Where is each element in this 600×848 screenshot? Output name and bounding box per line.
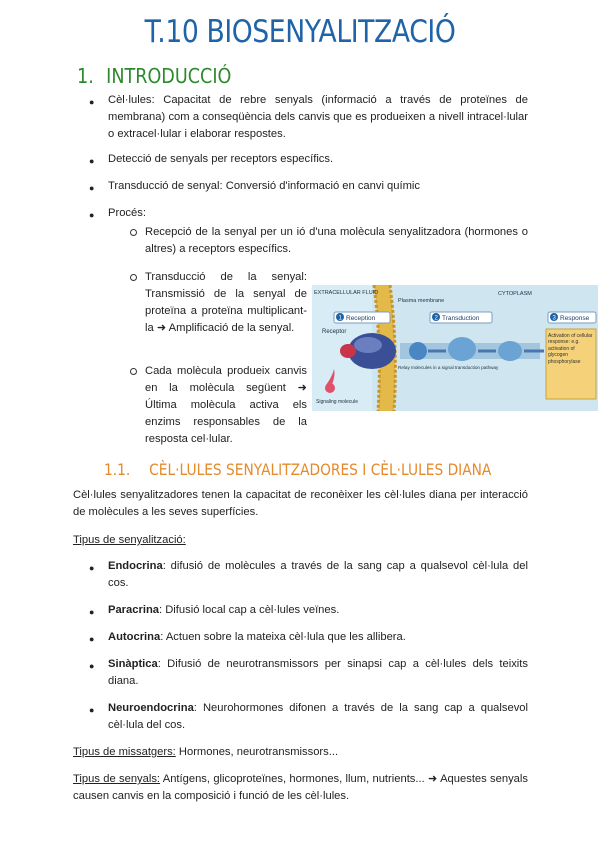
tipus-name: Endocrina xyxy=(108,560,163,572)
step-label-transduction: Transduction xyxy=(442,315,480,322)
bullet-dot: ● xyxy=(89,97,95,107)
label-extracellular: EXTRACELLULAR FLUID xyxy=(314,290,379,296)
label-relay-molecules: Relay molecules in a signal transduction pathway xyxy=(398,365,499,370)
paragraph-missatgers xyxy=(73,744,528,761)
proces-step-recepcio: Recepció de la senyal per un ió d'una molècula senyalitzadora (hormones o altres) a receptors específics. xyxy=(145,226,528,255)
missatgers-label: Tipus de missatgers: xyxy=(73,746,176,758)
bullet-dot: ● xyxy=(89,210,95,220)
figure-svg xyxy=(312,285,598,411)
senyals-label: Tipus de senyals: xyxy=(73,773,161,785)
step-number-3: 3 xyxy=(552,315,556,322)
step-number-2: 2 xyxy=(434,315,438,322)
sub-bullet-circle xyxy=(130,368,137,375)
bullet-dot: ● xyxy=(89,183,95,193)
tipus-name: Neuroendocrina xyxy=(108,702,194,714)
label-activation-box xyxy=(548,333,595,397)
bullet-dot: ● xyxy=(89,156,95,166)
section-number: 1.1. xyxy=(104,460,131,479)
tipus-text: : Difusió de neurotransmissors per sinapsi cap a cèl·lules dels teixits diana. xyxy=(108,658,528,687)
tipus-name: Paracrina xyxy=(108,604,159,616)
bullet-dot: ● xyxy=(89,563,95,573)
tipus-text: : Actuen sobre la mateixa cèl·lula que les allibera. xyxy=(160,631,406,643)
bullet-dot: ● xyxy=(89,607,95,617)
senyals-text: Antígens, glicoproteïnes, hormones, llum, nutrients... ➜ Aquestes senyals causen canvis en la composició i funció de les cèl·lules. xyxy=(73,773,528,802)
bullet-dot: ● xyxy=(89,705,95,715)
step-label-response: Response xyxy=(560,315,590,322)
proces-step-resposta: Cada molècula produeix canvis en la molècula següent ➜ Última molècula activa els enzims responsables de la resposta cel·lular. xyxy=(145,365,307,445)
proces-step-transduccio: Transducció de la senyal: Transmissió de la senyal de proteïna a proteïna multiplicant-la ➜ Amplificació de la senyal. xyxy=(145,271,307,334)
section-number: 1. xyxy=(77,64,94,88)
tipus-neuroendocrina xyxy=(108,700,528,734)
paragraph-deteccio: Detecció de senyals per receptors específics. xyxy=(108,153,334,165)
sub-bullet-circle xyxy=(130,229,137,236)
bullet-dot: ● xyxy=(89,634,95,644)
step-number-1: 1 xyxy=(338,315,342,322)
tipus-autocrina xyxy=(108,629,528,646)
tipus-paracrina xyxy=(108,602,528,619)
bullet-dot: ● xyxy=(89,661,95,671)
section-title: CÈL·LULES SENYALITZADORES I CÈL·LULES DIANA xyxy=(149,460,492,479)
signal-transduction-figure xyxy=(312,285,598,411)
label-plasma-membrane: Plasma membrane xyxy=(398,298,445,304)
paragraph-intro-cellules: Cèl·lules senyalitzadores tenen la capacitat de reconèixer les cèl·lules diana per interacció de molècules a les seves superfícies. xyxy=(73,489,528,518)
tipus-sinaptica xyxy=(108,656,528,690)
sub-bullet-circle xyxy=(130,274,137,281)
tipus-endocrina xyxy=(108,558,528,592)
section-heading-introduccio xyxy=(77,64,231,88)
page-title: T.10 BIOSENYALITZACIÓ xyxy=(144,14,456,50)
tipus-text: : Neurohormones difonen a través de la sang cap a qualsevol cèl·lula del cos. xyxy=(108,702,528,731)
label-receptor: Receptor xyxy=(322,329,347,335)
section-heading-cellules xyxy=(104,460,491,479)
tipus-name: Sinàptica xyxy=(108,658,158,670)
tipus-text: : difusió de molècules a través de la sang cap a qualsevol cèl·lula del cos. xyxy=(108,560,528,589)
paragraph-cellules: Cèl·lules: Capacitat de rebre senyals (informació a través de proteïnes de membrana) com a conseqüència dels canvis que es produeixen a nivell intracel·lular o extracel·lular i elaborar respostes. xyxy=(108,94,528,140)
paragraph-proces: Procés: xyxy=(108,207,146,219)
tipus-text: : Difusió local cap a cèl·lules veïnes. xyxy=(159,604,340,616)
label-activation: Activation of cellular response: e.g. activation of glycogen phosphorylase xyxy=(548,333,593,365)
missatgers-text: Hormones, neurotransmissors... xyxy=(175,746,339,758)
section-title: INTRODUCCIÓ xyxy=(106,64,232,88)
tipus-name: Autocrina xyxy=(108,631,161,643)
step-label-reception: Reception xyxy=(346,315,376,322)
paragraph-senyals xyxy=(73,771,528,805)
paragraph-transduccio: Transducció de senyal: Conversió d'informació en canvi químic xyxy=(108,180,421,192)
label-cytoplasm: CYTOPLASM xyxy=(498,291,532,297)
tipus-senyalitzacio-label: Tipus de senyalització: xyxy=(73,534,186,546)
label-signaling-molecule: Signaling molecule xyxy=(316,399,358,405)
